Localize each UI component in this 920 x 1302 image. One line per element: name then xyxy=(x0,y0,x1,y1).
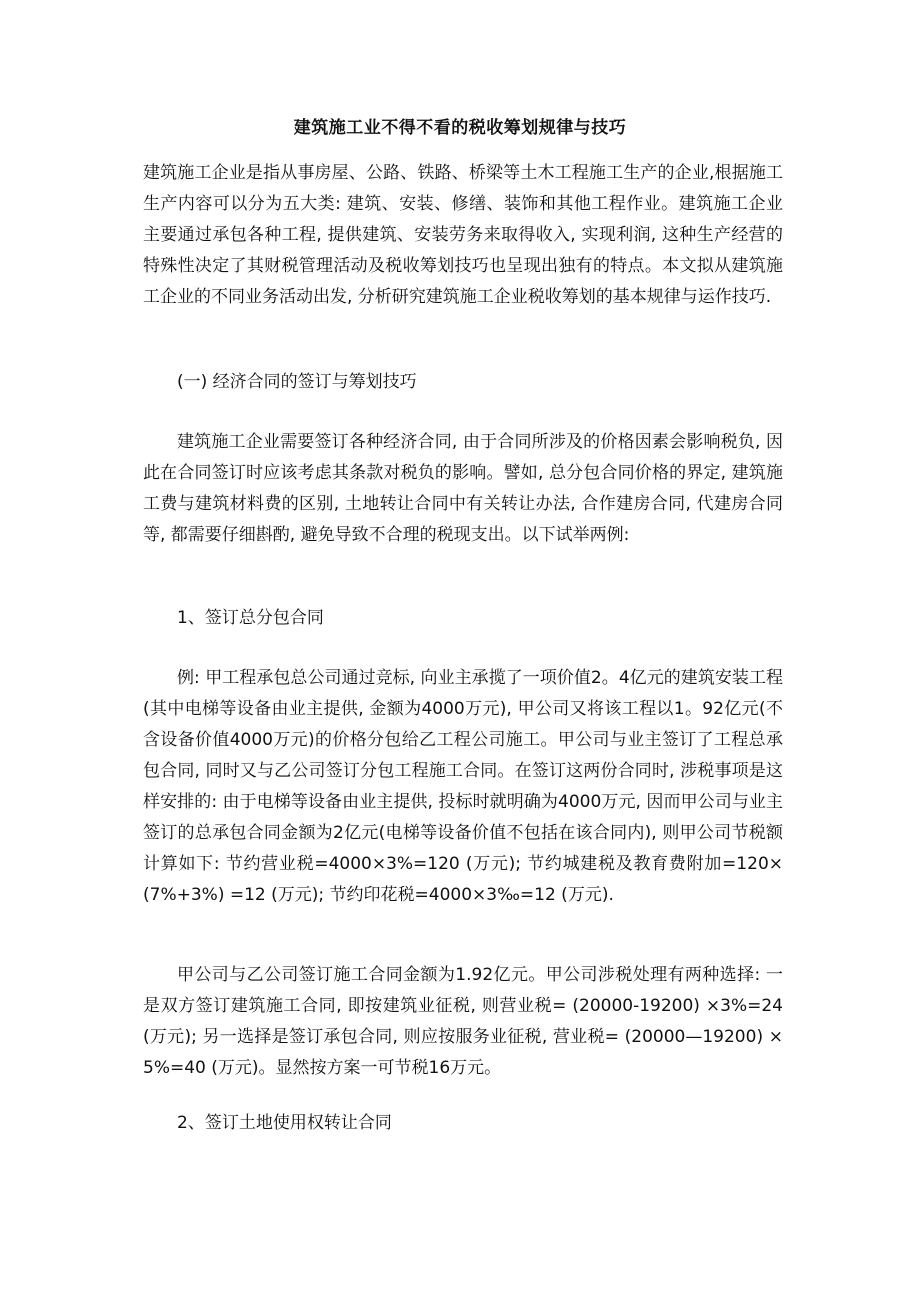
section1-heading: (一) 经济合同的签订与筹划技巧 xyxy=(177,372,417,392)
item1-example-paragraph: 例: 甲工程承包总公司通过竞标, 向业主承揽了一项价值2。4亿元的建筑安装工程 (其中电梯等设备由业主提供, 金额为4000万元), 甲公司又将该工程以1。92亿元(不含设备价值4000万元)的价格分包给乙工程公司施工。甲公司与业主签订了工程总承包合同, 同时又与乙公司签订分包工程施工合同。在签订这两份合同时, 涉税事项是这样安排的: 由于电梯等设备由业主提供, 投标时就明确为4000万元, 因而甲公司与业主签订的总承包合同金额为2亿元(电梯等设备价值不包括在该合同内), 则甲公司节税额计算如下: 节约营业税=4000×3%=120 (万元); 节约城建税及教育费附加=120× (7%+3%) =12 (万元); 节约印花税=4000×3‰=12 (万元). xyxy=(143,668,783,905)
intro-paragraph: 建筑施工企业是指从事房屋、公路、铁路、桥梁等土木工程施工生产的企业,根据施工生产内容可以分为五大类: 建筑、安装、修缮、装饰和其他工程作业。建筑施工企业主要通过承包各种工程, 提供建筑、安装劳务来取得收入, 实现利润, 这种生产经营的特殊性决定了其财税管理活动及税收筹划技巧也呈现出独有的特点。本文拟从建筑施工企业的不同业务活动出发, 分析研究建筑施工企业税收筹划的基本规律与运作技巧. xyxy=(143,163,783,307)
section1-paragraph: 建筑施工企业需要签订各种经济合同, 由于合同所涉及的价格因素会影响税负, 因此在合同签订时应该考虑其条款对税负的影响。譬如, 总分包合同价格的界定, 建筑施工费与建筑材料费的区别, 土地转让合同中有关转让办法, 合作建房合同, 代建房合同等, 都需要仔细斟酌, 避免导致不合理的税现支出。以下试举两例: xyxy=(143,432,783,545)
item1-heading: 1、签订总分包合同 xyxy=(177,608,324,628)
document-title: 建筑施工业不得不看的税收筹划规律与技巧 xyxy=(293,118,627,138)
item2-heading: 2、签订土地使用权转让合同 xyxy=(177,1113,392,1133)
item1-analysis-paragraph: 甲公司与乙公司签订施工合同金额为1.92亿元。甲公司涉税处理有两种选择: 一是双方签订建筑施工合同, 即按建筑业征税, 则营业税= (20000-19200) ×3%=24 (万元); 另一选择是签订承包合同, 则应按服务业征税, 营业税= (20000—19200) ×5%=40 (万元)。显然按方案一可节税16万元。 xyxy=(143,965,783,1078)
